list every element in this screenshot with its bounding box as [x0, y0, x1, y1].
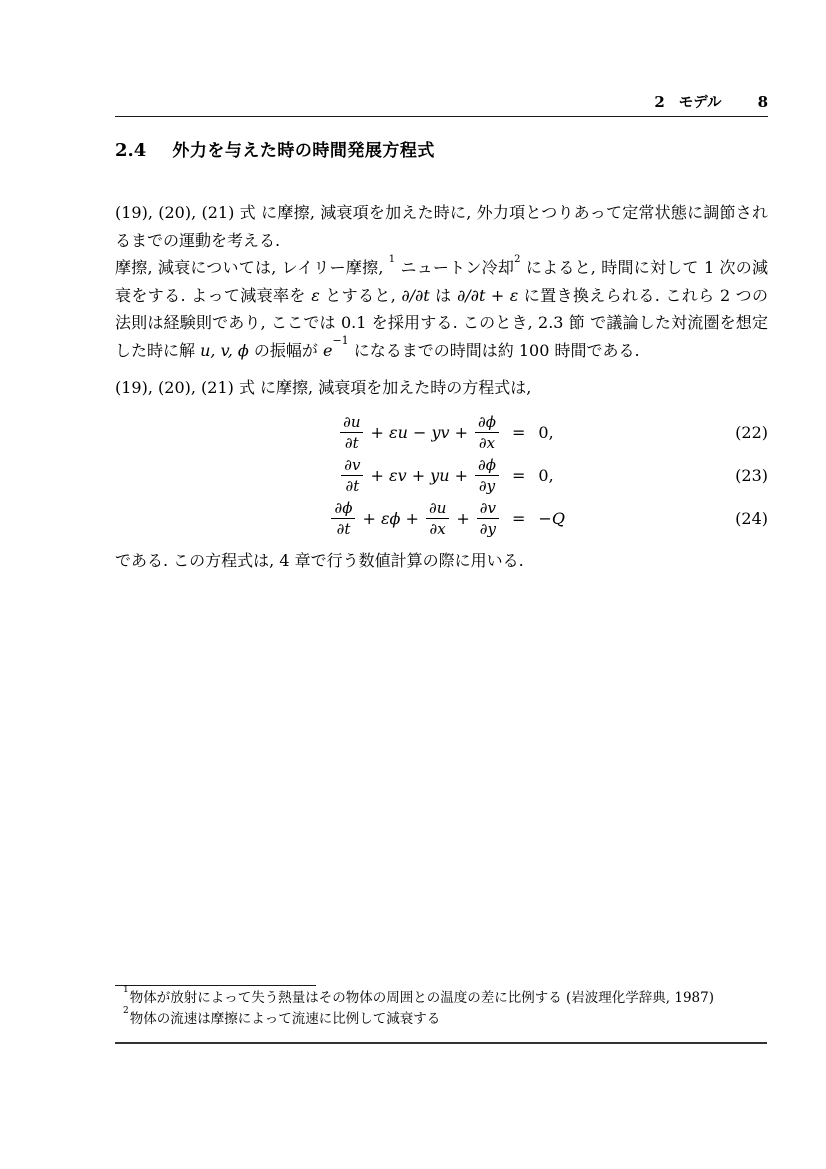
- equals-sign: =: [512, 508, 526, 528]
- footnote-2-marker: 2: [123, 1006, 129, 1017]
- equation-24-lhs: [115, 499, 499, 538]
- equals-sign: =: [512, 422, 526, 442]
- paragraph-damping: [115, 254, 768, 364]
- fraction-du-dx: $\frac{\partial u}{\partial x}$: [426, 499, 449, 538]
- footnote-1-text: 物体が放射によって失う熱量はその物体の周囲との温度の差に比例する (岩波理化学辞典, 1987): [129, 990, 714, 1006]
- fraction-dphi-dt: $\frac{\partial\phi}{\partial t}$: [331, 499, 355, 538]
- inline-math-uvphi: u, v, ϕ: [200, 340, 249, 360]
- inline-math-e: e: [322, 340, 333, 360]
- footnote-2: [115, 1006, 768, 1030]
- equation-24-middle-terms: + εϕ +: [362, 508, 419, 528]
- text-segment: の振幅が: [248, 340, 323, 360]
- footnote-1-marker: 1: [123, 985, 129, 996]
- text-segment: によると, 時間に対して 1 次の減衰をする. よって減衰率を: [115, 258, 768, 305]
- section-number: 2.4: [115, 140, 147, 161]
- equation-23-lhs: [115, 456, 499, 495]
- inline-math-ddt: ∂/∂t: [401, 285, 430, 305]
- text-segment: に置き換えられる. これら 2 つの法則は経験則であり, ここでは 0.1 を採用する. このとき, 2.3 節 で議論した対流圏を想定した時に解: [115, 285, 768, 360]
- equation-22-rhs: 0,: [538, 422, 554, 442]
- fraction-dv-dt: $\frac{\partial v}{\partial t}$: [341, 456, 363, 495]
- equation-23-rhs: 0,: [538, 465, 554, 485]
- paragraph-closing: である. この方程式は, 4 章で行う数値計算の際に用いる.: [115, 551, 524, 570]
- footnote-ref-2: 2: [514, 254, 521, 266]
- paragraph-intro: (19), (20), (21) 式 に摩擦, 減衰項を加えた時に, 外力項とつりあって定常状態に調節されるまでの運動を考える.: [115, 203, 768, 250]
- plus-operator: +: [456, 508, 470, 528]
- header-section-title: モデル: [678, 95, 722, 111]
- equation-number-23: (23): [735, 465, 768, 485]
- footnote-ref-1: 1: [388, 254, 396, 266]
- inline-math-exponent: −1: [332, 334, 349, 348]
- text-segment: になるまでの時間は約 100 時間である.: [348, 340, 640, 360]
- inline-math-ddt-eps: ∂/∂t + ε: [457, 285, 519, 305]
- fraction-du-dt: $\frac{\partial u}{\partial t}$: [340, 413, 363, 452]
- section-title: 外力を与えた時の時間発展方程式: [172, 141, 435, 161]
- header-page-number: 8: [757, 93, 768, 111]
- header-section-number: 2: [654, 93, 665, 111]
- section-heading: [115, 140, 768, 162]
- equation-22: [115, 410, 768, 454]
- equation-22-middle-terms: + εu − yv +: [370, 422, 469, 442]
- footnote-2-text: 物体の流速は摩擦によって流速に比例して減衰する: [129, 1011, 441, 1027]
- equation-22-lhs: [115, 413, 499, 452]
- fraction-dphi-dx: $\frac{\partial\phi}{\partial x}$: [475, 413, 499, 452]
- page-bottom-rule: [115, 1042, 767, 1044]
- footnotes: [115, 985, 768, 1030]
- paragraph-equation-lead: (19), (20), (21) 式 に摩擦, 減衰項を加えた時の方程式は,: [115, 378, 532, 397]
- fraction-dv-dy: $\frac{\partial v}{\partial y}$: [477, 499, 499, 538]
- text-segment: 摩擦, 減衰については, レイリー摩擦,: [115, 258, 389, 277]
- footnote-rule: [115, 985, 316, 986]
- page-header: [115, 93, 768, 112]
- fraction-dphi-dy: $\frac{\partial\phi}{\partial y}$: [475, 456, 499, 495]
- equation-number-24: (24): [735, 508, 768, 528]
- text-segment: ニュートン冷却: [395, 258, 515, 277]
- equation-24: [115, 496, 768, 540]
- header-rule: [115, 116, 768, 117]
- equation-number-22: (22): [735, 422, 768, 442]
- inline-math-epsilon: ε: [311, 285, 320, 305]
- equals-sign: =: [512, 465, 526, 485]
- footnote-1: [115, 985, 768, 1009]
- equation-23-middle-terms: + εv + yu +: [370, 465, 469, 485]
- equation-23: [115, 453, 768, 497]
- text-segment: は: [429, 285, 458, 305]
- text-segment: とすると,: [319, 285, 402, 305]
- equation-24-rhs: −Q: [538, 508, 565, 528]
